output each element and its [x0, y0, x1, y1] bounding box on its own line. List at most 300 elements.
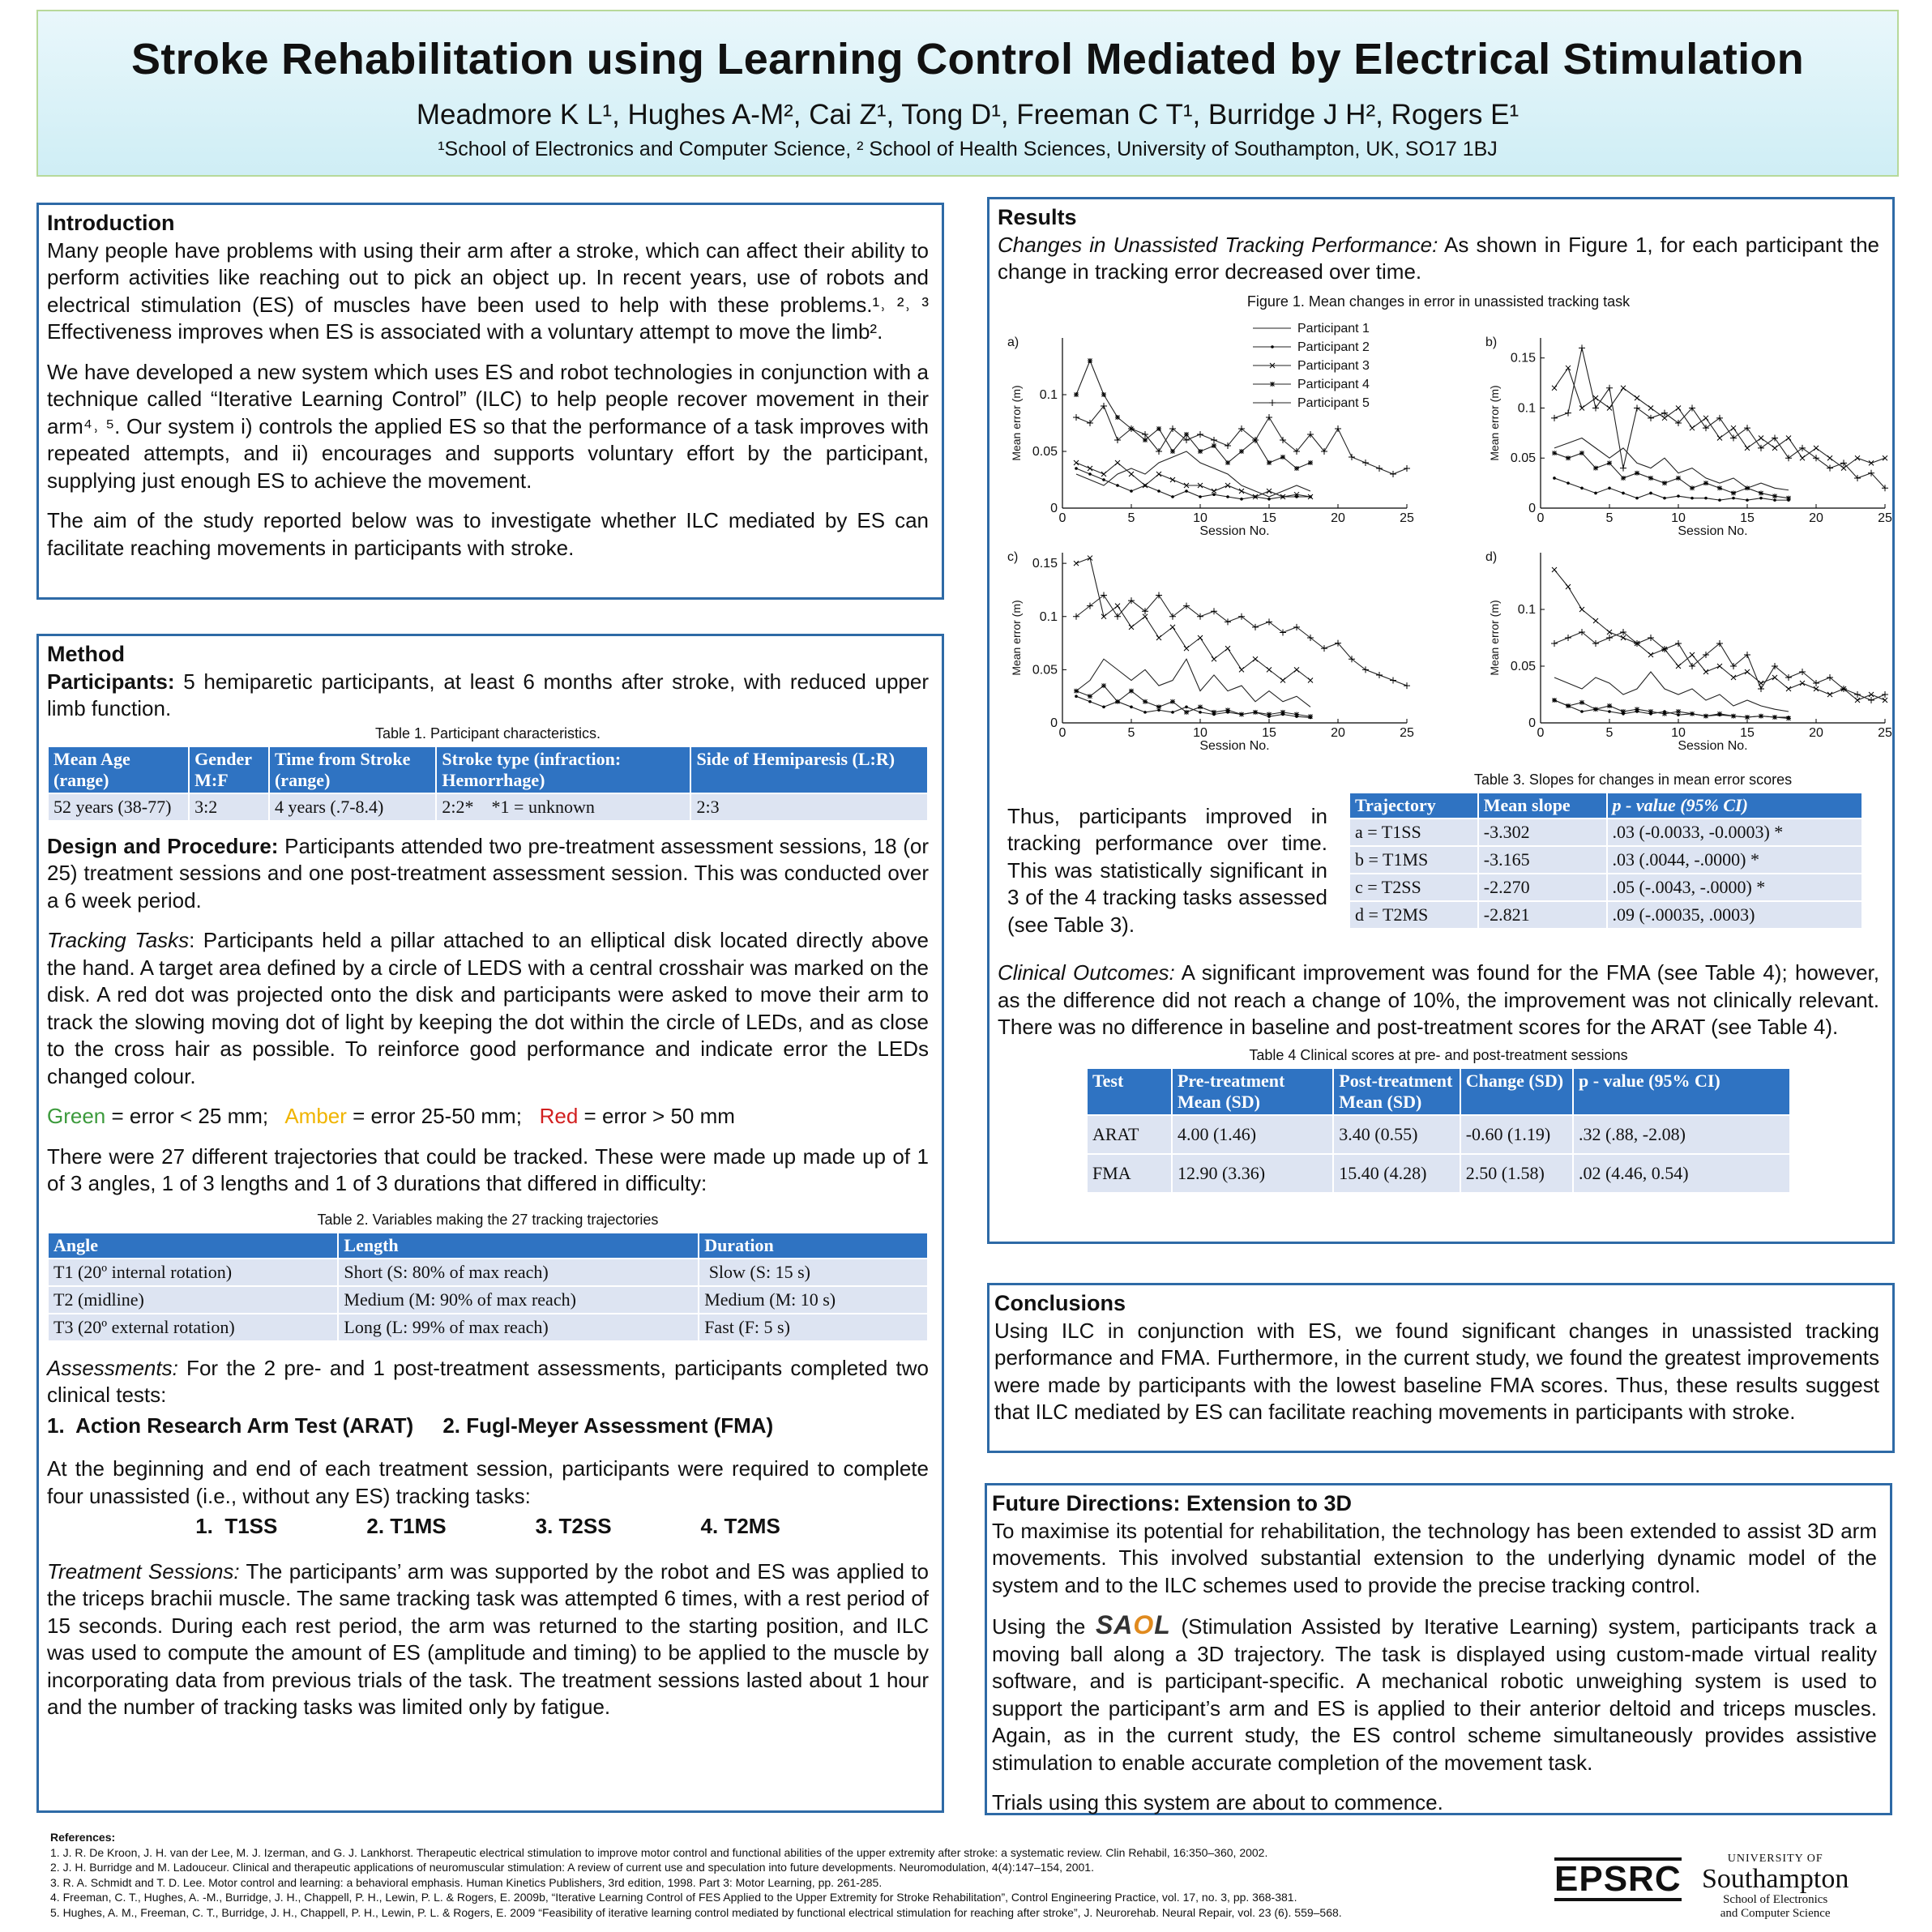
data-point	[1184, 646, 1189, 651]
saol-logo	[1096, 1610, 1171, 1639]
data-point	[1634, 404, 1640, 411]
data-point	[1170, 477, 1175, 482]
data-point	[1101, 472, 1106, 477]
table-cell: .02 (4.46, 0.54)	[1574, 1155, 1789, 1192]
table-cell: 2.50 (1.58)	[1461, 1155, 1572, 1192]
data-point	[1607, 405, 1612, 410]
data-point	[1308, 677, 1313, 682]
data-point	[1115, 699, 1120, 703]
data-point	[1786, 495, 1791, 500]
data-point	[1869, 460, 1874, 465]
data-point	[1566, 365, 1571, 370]
data-point	[1280, 677, 1285, 682]
table-row	[49, 794, 927, 820]
data-point	[1800, 681, 1805, 686]
design-text: Participants attended two pre-treatment assessment sessions, 18 (or 25) treatment sessions and one post-treatment assessment session. This was conducted over a 6 week period.	[47, 833, 929, 913]
data-point	[1225, 707, 1230, 712]
table3-header: p - value (95% CI)	[1608, 793, 1862, 818]
table4-header: Post-treatment Mean (SD)	[1334, 1069, 1459, 1114]
data-point	[1551, 414, 1558, 421]
data-point	[1101, 392, 1106, 397]
table-cell: 3.40 (0.55)	[1334, 1116, 1459, 1153]
data-point	[1799, 444, 1806, 451]
clinical-table	[1086, 1067, 1791, 1194]
series-line	[1554, 453, 1789, 498]
data-point	[1786, 686, 1791, 691]
data-point	[1813, 455, 1819, 461]
data-point	[1088, 472, 1092, 476]
x-tick-label: 20	[1331, 511, 1345, 525]
data-point	[1211, 437, 1217, 443]
data-point	[1579, 344, 1585, 351]
data-point	[1266, 414, 1272, 421]
data-point	[1606, 635, 1613, 641]
data-point	[1868, 697, 1874, 703]
data-point	[1703, 425, 1709, 431]
data-point	[1212, 656, 1216, 661]
legend-amber-text: = error 25-50 mm;	[346, 1104, 540, 1128]
data-point	[1184, 432, 1189, 437]
clinical-text: A significant improvement was found for the FMA (see Table 4); however, as the difference did not reach a change of 10%, the improvement was not clinically relevant. There was no difference in baseline and post-treatment scores for the ARAT (see Table 4).	[998, 960, 1880, 1039]
data-point	[1349, 454, 1355, 460]
x-tick-label: 15	[1262, 725, 1276, 740]
data-point	[1156, 472, 1161, 477]
data-point	[1129, 624, 1134, 629]
data-point	[1704, 496, 1708, 499]
led-legend	[47, 1103, 929, 1131]
assessments-text: For the 2 pre- and 1 post-treatment assessments, participants completed two clinical tests:	[47, 1355, 929, 1407]
x-tick-label: 5	[1605, 511, 1614, 525]
table2-header: Length	[339, 1233, 698, 1258]
data-point	[1143, 483, 1148, 488]
data-point	[1143, 711, 1147, 714]
x-tick-label: 25	[1878, 725, 1892, 740]
data-point	[1171, 495, 1174, 498]
data-point	[1552, 451, 1557, 455]
chart-panel-label: d)	[1485, 549, 1498, 564]
data-point	[1308, 460, 1313, 465]
legend-red: Red	[539, 1104, 579, 1128]
data-point	[1759, 496, 1763, 499]
legend-red-text: = error > 50 mm	[578, 1104, 735, 1128]
data-point	[1745, 715, 1750, 720]
data-point	[1635, 496, 1639, 499]
data-point	[1239, 667, 1244, 672]
table-cell: -2.821	[1479, 902, 1606, 928]
table2-header: Duration	[699, 1233, 927, 1258]
data-point	[1772, 715, 1777, 720]
table-cell: Medium (M: 10 s)	[699, 1287, 927, 1313]
table-cell: Short (S: 80% of max reach)	[339, 1259, 698, 1285]
introduction-heading: Introduction	[47, 211, 175, 235]
data-point	[1074, 561, 1079, 566]
data-point	[1240, 498, 1243, 501]
data-point	[1717, 664, 1722, 669]
series-line	[1076, 686, 1310, 716]
series-line	[1554, 672, 1789, 712]
x-tick-label: 20	[1809, 511, 1823, 525]
x-tick-label: 0	[1537, 511, 1545, 525]
chart-panel-label: b)	[1485, 335, 1498, 349]
y-axis-label: Mean error (m)	[1488, 384, 1501, 461]
data-point	[1198, 449, 1203, 454]
data-point	[1130, 489, 1133, 493]
data-point	[1239, 449, 1244, 454]
series-line	[1076, 558, 1310, 680]
legend-marker	[1271, 345, 1274, 348]
conclusions-heading: Conclusions	[994, 1291, 1126, 1315]
southampton-logo-name: Southampton	[1702, 1864, 1849, 1894]
table3-header: Trajectory	[1350, 793, 1477, 818]
data-point	[1786, 435, 1791, 440]
data-point	[1772, 445, 1777, 450]
table1-header: Gender M:F	[190, 747, 268, 793]
table-row	[49, 1259, 927, 1285]
table4-header: p - value (95% CI)	[1574, 1069, 1789, 1114]
data-point	[1731, 675, 1736, 680]
data-point	[1185, 705, 1188, 708]
legend-green: Green	[47, 1104, 106, 1128]
clinical-label: Clinical Outcomes:	[998, 960, 1175, 985]
table2-caption: Table 2. Variables making the 27 tracking trajectories	[317, 1211, 659, 1228]
data-point	[1800, 455, 1805, 460]
data-point	[1676, 664, 1681, 669]
participants-text: 5 hemiparetic participants, at least 6 months after stroke, with reduced upper limb function.	[47, 669, 929, 720]
data-point	[1716, 414, 1723, 421]
future-paragraph-1: To maximise its potential for rehabilitation, the technology has been extended to assist 3D arm movements. This involved substantial extension to the underlying dynamic model of the system and to the ILC schemes used to provide the precise tracking control.	[992, 1518, 1877, 1597]
data-point	[1088, 694, 1092, 699]
data-point	[1239, 489, 1244, 494]
data-point	[1267, 460, 1272, 465]
x-tick-label: 5	[1605, 725, 1614, 740]
table-row	[1350, 847, 1861, 873]
table-row	[1350, 874, 1861, 900]
table-cell: c = T2SS	[1350, 874, 1477, 900]
reference-item: 3. R. A. Schmidt and T. D. Lee. Motor control and learning: a behavioral emphasis. Human Kinetics Publishers, 3rd edition, 1998. Part 3: Motor Learning, pp. 261-285.	[50, 1875, 883, 1889]
data-point	[1335, 425, 1341, 432]
x-tick-label: 15	[1740, 511, 1755, 525]
x-axis-label: Session No.	[1199, 738, 1270, 753]
task-item: 4. T2MS	[700, 1514, 780, 1538]
data-point	[1869, 692, 1874, 697]
x-tick-label: 10	[1671, 725, 1686, 740]
data-point	[1621, 385, 1626, 390]
legend-label: Participant 5	[1297, 395, 1370, 410]
data-point	[1130, 705, 1133, 708]
data-point	[1267, 667, 1272, 672]
table-cell: .03 (.0044, -.0000) *	[1608, 847, 1862, 873]
intro-paragraph-2: We have developed a new system which uses ES and robot technologies in conjunction with a technique called “Iterative Learning Control” (ILC) to help people recover movement in their arm⁴˒ ⁵. Our system i) controls the applied ES so that the performance of a task improves with repeated attempts, and ii) encourages and supports voluntary effort by the participant, supplying just enough ES to achieve the movement.	[47, 359, 929, 493]
southampton-logo-top: UNIVERSITY OF	[1727, 1853, 1823, 1865]
data-point	[1621, 709, 1626, 714]
y-tick-label: 0	[1528, 501, 1536, 515]
data-point	[1143, 699, 1148, 703]
results-lead-text: As shown in Figure 1, for each participant the change in tracking error decreased over time.	[998, 232, 1880, 284]
data-point	[1156, 635, 1161, 640]
participant-table	[47, 746, 929, 822]
data-point	[1690, 425, 1695, 430]
data-point	[1553, 477, 1556, 480]
data-point	[1267, 498, 1271, 501]
data-point	[1717, 435, 1722, 440]
data-point	[1225, 483, 1230, 488]
data-point	[1156, 426, 1161, 431]
x-tick-label: 15	[1740, 725, 1755, 740]
x-tick-label: 25	[1400, 725, 1414, 740]
data-point	[1565, 635, 1571, 641]
data-point	[1703, 481, 1708, 485]
data-point	[1841, 465, 1846, 470]
x-tick-label: 5	[1127, 725, 1135, 740]
data-point	[1212, 709, 1216, 714]
data-point	[1772, 675, 1777, 680]
results-box	[987, 197, 1895, 1244]
y-tick-label: 0	[1050, 716, 1058, 730]
title-banner	[36, 10, 1899, 177]
data-point	[1675, 640, 1682, 647]
table-cell: -3.302	[1479, 819, 1606, 845]
data-point	[1294, 466, 1299, 471]
data-point	[1648, 709, 1653, 714]
data-point	[1212, 443, 1216, 448]
data-point	[1648, 405, 1653, 410]
data-point	[1730, 434, 1737, 441]
series-line	[1076, 406, 1407, 474]
saol-logo-l: L	[1154, 1610, 1171, 1639]
data-point	[1814, 445, 1819, 450]
introduction-box	[36, 203, 944, 600]
assessments-label: Assessments:	[47, 1355, 178, 1380]
data-point	[1552, 698, 1557, 703]
table3-caption: Table 3. Slopes for changes in mean error scores	[1473, 771, 1793, 788]
y-tick-label: 0.15	[1510, 351, 1536, 365]
data-point	[1717, 485, 1722, 490]
data-point	[1404, 465, 1410, 472]
data-point	[1622, 491, 1625, 494]
data-point	[1185, 489, 1188, 493]
data-point	[1280, 455, 1285, 459]
affiliations: ¹School of Electronics and Computer Science, ² School of Health Sciences, University of Southampton, UK, SO17 1BJ	[438, 138, 1498, 160]
y-tick-label: 0	[1528, 716, 1536, 730]
data-point	[1731, 490, 1736, 495]
x-axis-label: Session No.	[1678, 524, 1748, 538]
tracking-label: Tracking Tasks	[47, 928, 190, 952]
data-point	[1717, 711, 1722, 716]
table1-header: Side of Hemiparesis (L:R)	[691, 747, 927, 793]
table2-header: Angle	[49, 1233, 337, 1258]
table-cell: d = T2MS	[1350, 902, 1477, 928]
data-point	[1648, 414, 1654, 421]
data-point	[1690, 485, 1695, 490]
data-point	[1551, 640, 1558, 647]
data-point	[1566, 703, 1571, 708]
table1-header: Mean Age (range)	[49, 747, 188, 793]
data-point	[1579, 699, 1584, 704]
data-point	[1676, 475, 1681, 480]
data-point	[1073, 414, 1079, 421]
task-item: 3. T2SS	[535, 1514, 612, 1538]
y-tick-label: 0.05	[1510, 451, 1536, 465]
x-tick-label: 15	[1262, 511, 1276, 525]
table-row	[1088, 1116, 1789, 1153]
conclusions-text: Using ILC in conjunction with ES, we found significant changes in unassisted tracking performance and FMA. Furthermore, in the current study, we found the greatest improvements were made by participants with the lowest baseline FMA scores. Thus, these results suggest that ILC mediated by ES can facilitate reaching movements in participants with stroke.	[994, 1318, 1879, 1424]
data-point	[1294, 712, 1299, 716]
x-tick-label: 25	[1400, 511, 1414, 525]
x-tick-label: 5	[1127, 511, 1135, 525]
reference-item: 4. Freeman, C. T., Hughes, A. -M., Burridge, J. H., Chappell, P. H., Lewin, P. L. & Rogers, E. 2009b, “Iterative Learning Control of FES Applied to the Upper Extremity for Stroke Rehabilitation”, Control Engineering Practice, vol. 17, no. 3, pp. 368-381.	[50, 1891, 1297, 1904]
table1-header: Time from Stroke (range)	[270, 747, 435, 793]
table4-caption: Table 4 Clinical scores at pre- and post-treatment sessions	[1249, 1046, 1628, 1063]
table-cell: 2:2* *1 = unknown	[437, 794, 690, 820]
y-axis-label: Mean error (m)	[1488, 599, 1501, 676]
data-point	[1635, 395, 1639, 400]
table-cell: .32 (.88, -2.08)	[1574, 1116, 1789, 1153]
table3-header: Mean slope	[1479, 793, 1606, 818]
data-point	[1239, 712, 1244, 716]
data-point	[1621, 475, 1626, 480]
future-p2-text: (Stimulation Assisted by Iterative Learning) system, participants track a moving ball along a 3D trajectory. The task is displayed using custom-made virtual reality software, and is participant-specific. A mechanical robotic unweighing system is used to support the participant’s arm and ES is applied to their anterior deltoid and triceps muscles. Again, as in the current study, the ES control scheme simultaneously provides assistive stimulation to enable accurate completion of the movement task.	[992, 1614, 1877, 1775]
task-item: 2. T1MS	[366, 1514, 447, 1538]
data-point	[1390, 677, 1396, 683]
data-point	[1199, 495, 1202, 498]
data-point	[1676, 405, 1681, 410]
data-point	[1731, 713, 1736, 718]
table-cell: 52 years (38-77)	[49, 794, 188, 820]
table4-header: Change (SD)	[1461, 1069, 1572, 1114]
data-point	[1703, 669, 1708, 674]
references	[50, 1830, 1509, 1920]
y-axis-label: Mean error (m)	[1010, 599, 1023, 676]
data-point	[1567, 481, 1570, 485]
table-cell: -3.165	[1479, 847, 1606, 873]
data-point	[1593, 707, 1598, 712]
y-tick-label: 0.05	[1032, 662, 1058, 677]
x-axis-label: Session No.	[1678, 738, 1748, 753]
data-point	[1362, 459, 1369, 466]
data-point	[1170, 449, 1175, 454]
data-point	[1772, 494, 1777, 498]
data-point	[1677, 494, 1680, 498]
data-point	[1663, 496, 1666, 499]
intro-paragraph-3: The aim of the study reported below was to investigate whether ILC mediated by ES can facilitate reaching movements in participants with stroke.	[47, 508, 929, 560]
table-cell: T2 (midline)	[49, 1287, 337, 1313]
data-point	[1580, 486, 1584, 489]
saol-logo-o: O	[1133, 1610, 1155, 1639]
data-point	[1635, 470, 1639, 475]
poster-title: Stroke Rehabilitation using Learning Control Mediated by Electrical Stimulation	[131, 35, 1804, 83]
data-point	[1566, 455, 1571, 460]
table-cell: -0.60 (1.19)	[1461, 1116, 1572, 1153]
legend-label: Participant 4	[1297, 377, 1370, 391]
data-point	[1758, 686, 1764, 692]
data-point	[1854, 691, 1861, 698]
data-point	[1690, 652, 1695, 657]
data-point	[1703, 415, 1708, 420]
table-cell: a = T1SS	[1350, 819, 1477, 845]
data-point	[1661, 409, 1668, 416]
table-cell: b = T1MS	[1350, 847, 1477, 873]
table-cell: 15.40 (4.28)	[1334, 1155, 1459, 1192]
data-point	[1621, 635, 1626, 640]
data-point	[1676, 709, 1681, 714]
data-point	[1745, 669, 1750, 674]
table-cell: FMA	[1088, 1155, 1171, 1192]
y-tick-label: 0.1	[1517, 400, 1536, 415]
chart-panel-label: a)	[1007, 335, 1019, 349]
data-point	[1143, 438, 1148, 442]
data-point	[1606, 384, 1613, 391]
southampton-logo-school: and Computer Science	[1720, 1907, 1831, 1920]
series-line	[1076, 361, 1310, 468]
table-cell: 4 years (.7-8.4)	[270, 794, 435, 820]
data-point	[1115, 415, 1120, 420]
data-point	[1197, 431, 1203, 438]
legend-label: Participant 3	[1297, 358, 1370, 373]
data-point	[1579, 451, 1584, 455]
data-point	[1662, 711, 1667, 716]
legend-amber: Amber	[284, 1104, 347, 1128]
series-line	[1554, 477, 1789, 499]
data-point	[1115, 460, 1120, 465]
data-point	[1225, 646, 1230, 651]
table-row	[1088, 1155, 1789, 1192]
data-point	[1594, 491, 1597, 494]
data-point	[1129, 472, 1134, 477]
data-point	[1129, 688, 1134, 693]
authors: Meadmore K L¹, Hughes A-M², Cai Z¹, Tong D¹, Freeman C T¹, Burridge J H², Rogers E¹	[416, 99, 1520, 130]
data-point	[1565, 409, 1571, 416]
data-point	[1088, 699, 1092, 703]
figure1-caption: Figure 1. Mean changes in error in unassisted tracking task	[1246, 293, 1631, 310]
data-point	[1294, 667, 1299, 672]
series-line	[1076, 595, 1407, 686]
table4-header: Pre-treatment Mean (SD)	[1173, 1069, 1332, 1114]
table-cell: .09 (-.00035, .0003)	[1608, 902, 1862, 928]
future-p2-pre: Using the	[992, 1614, 1096, 1639]
design-label: Design and Procedure:	[47, 833, 279, 858]
y-tick-label: 0.15	[1032, 556, 1058, 571]
table-cell: T3 (20º external rotation)	[49, 1314, 337, 1340]
data-point	[1759, 435, 1763, 440]
table-row	[49, 1314, 927, 1340]
data-point	[1074, 688, 1079, 693]
trajectories-text: There were 27 different trajectories that could be tracked. These were made up made up of 1 of 3 angles, 1 of 3 lengths and 1 of 3 durations that differed in difficulty:	[47, 1143, 929, 1195]
data-point	[1376, 671, 1383, 677]
table-cell: Medium (M: 90% of max reach)	[339, 1287, 698, 1313]
x-tick-label: 10	[1193, 725, 1208, 740]
data-point	[1855, 455, 1860, 460]
table-row	[1350, 902, 1861, 928]
data-point	[1075, 467, 1078, 470]
future-paragraph-3: Trials using this system are about to commence.	[992, 1790, 1443, 1814]
task-list	[47, 1513, 929, 1541]
southampton-logo-school: School of Electronics	[1723, 1893, 1828, 1906]
y-tick-label: 0.05	[1510, 659, 1536, 673]
data-point	[1814, 686, 1819, 691]
data-point	[1156, 704, 1161, 709]
y-tick-label: 0.1	[1039, 387, 1058, 402]
data-point	[1404, 682, 1410, 689]
data-point	[1608, 710, 1611, 713]
table-cell: 2:3	[691, 794, 927, 820]
data-point	[1267, 712, 1272, 716]
data-point	[1746, 498, 1749, 502]
southampton-logo	[1702, 1853, 1849, 1921]
data-point	[1074, 460, 1079, 465]
table-cell: Fast (F: 5 s)	[699, 1314, 927, 1340]
data-point	[1773, 498, 1776, 502]
y-tick-label: 0	[1050, 501, 1058, 515]
